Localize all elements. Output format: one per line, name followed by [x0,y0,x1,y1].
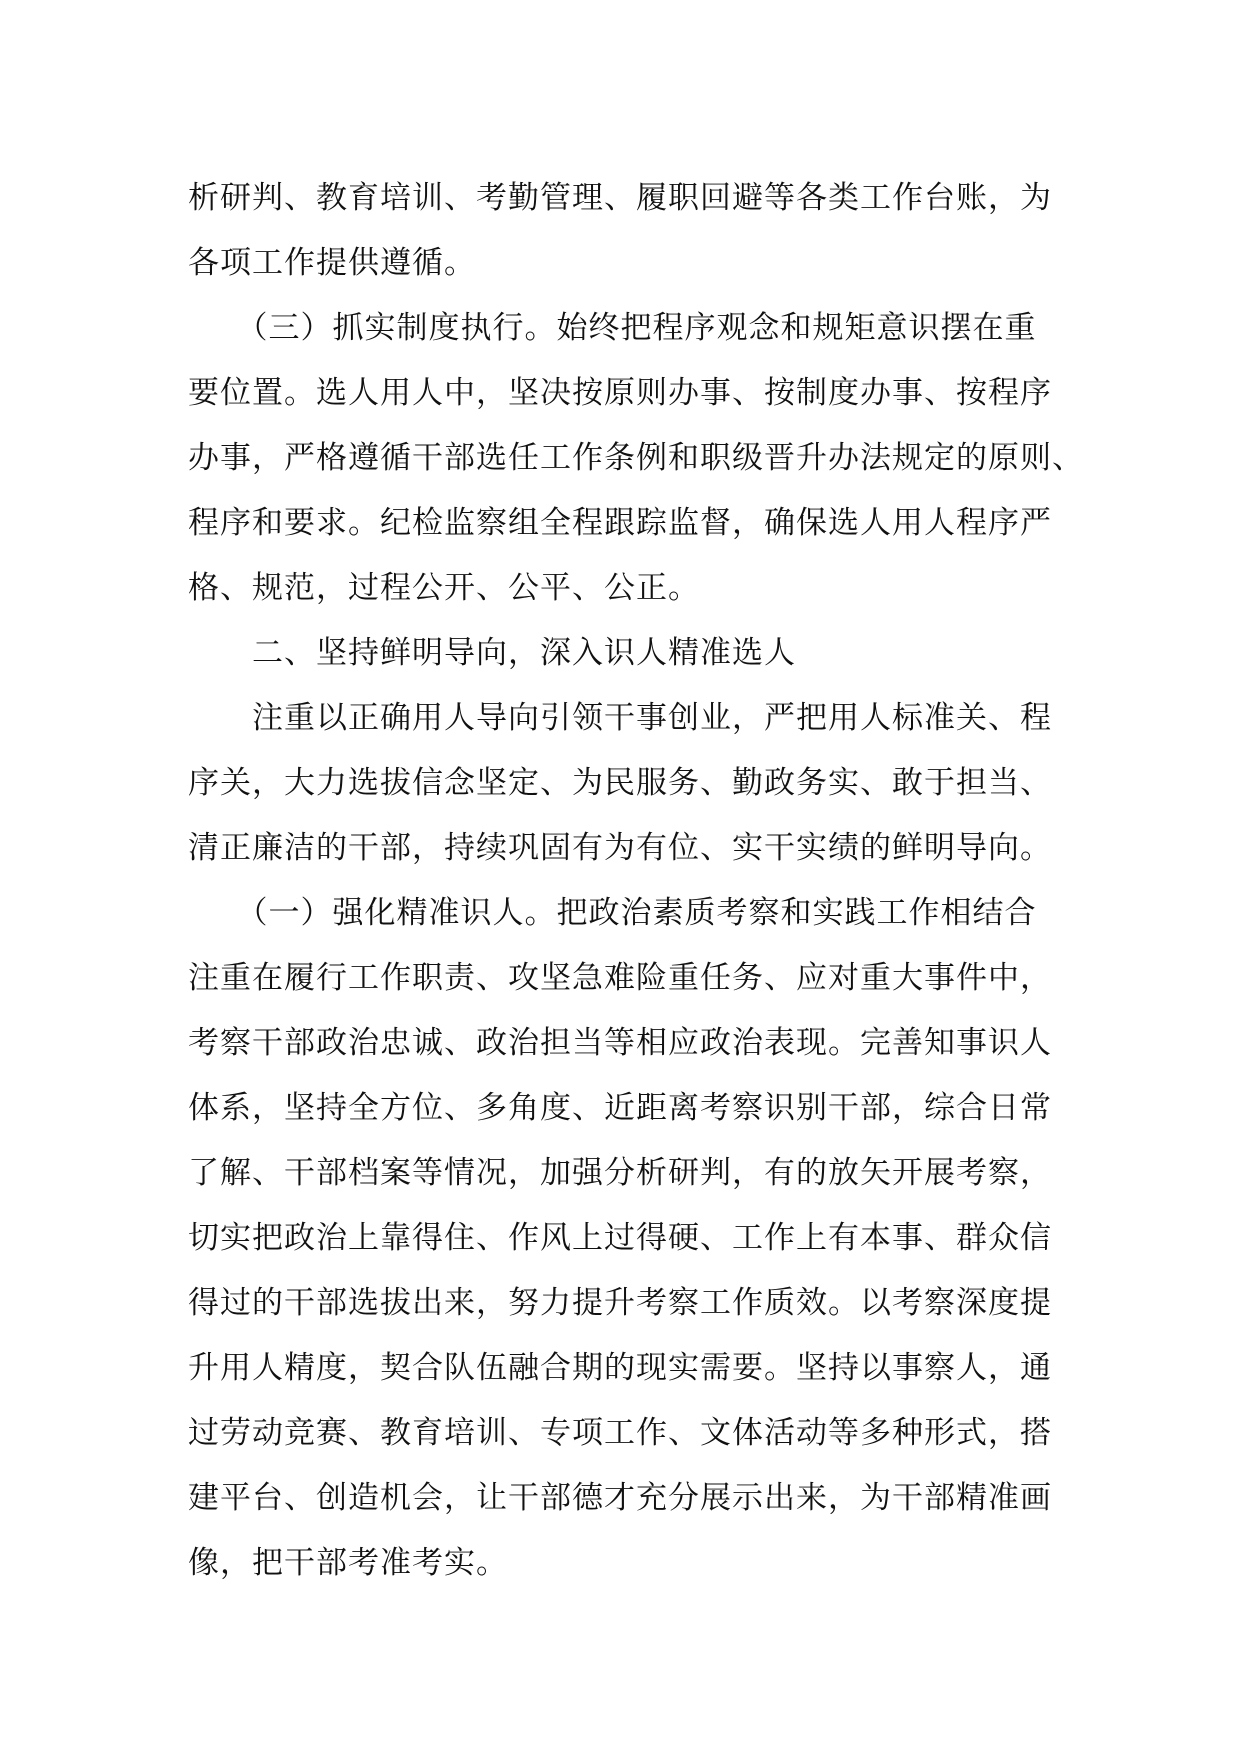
text-line: 格、规范，过程公开、公平、公正。 [188,570,700,606]
section-heading-line: （三）抓实制度执行。始终把程序观念和规矩意识摆在重 [188,310,1037,346]
section-heading-line: （一）强化精准识人。把政治素质考察和实践工作相结合 [188,895,1037,931]
text-line: 序关，大力选拔信念坚定、为民服务、勤政务实、敢于担当、 [188,765,1052,801]
text-line: 得过的干部选拔出来，努力提升考察工作质效。以考察深度提 [188,1285,1052,1321]
text-line: 升用人精度，契合队伍融合期的现实需要。坚持以事察人，通 [188,1350,1052,1386]
text-line: 建平台、创造机会，让干部德才充分展示出来，为干部精准画 [188,1480,1052,1516]
document-body [188,166,1084,1596]
text-line: 像，把干部考准考实。 [188,1545,508,1581]
text-line: 程序和要求。纪检监察组全程跟踪监督，确保选人用人程序严 [188,505,1052,541]
text-line: 考察干部政治忠诚、政治担当等相应政治表现。完善知事识人 [188,1025,1052,1061]
text-line: 体系，坚持全方位、多角度、近距离考察识别干部，综合日常 [188,1090,1052,1126]
text-line: 过劳动竞赛、教育培训、专项工作、文体活动等多种形式，搭 [188,1415,1052,1451]
text-line: 要位置。选人用人中，坚决按原则办事、按制度办事、按程序 [188,375,1052,411]
text-line: 各项工作提供遵循。 [188,245,476,281]
text-line: 清正廉洁的干部，持续巩固有为有位、实干实绩的鲜明导向。 [188,830,1052,866]
text-line: 注重在履行工作职责、攻坚急难险重任务、应对重大事件中， [188,960,1052,996]
text-line: 了解、干部档案等情况，加强分析研判，有的放矢开展考察， [188,1155,1052,1191]
section-heading: 二、坚持鲜明导向，深入识人精准选人 [188,635,796,671]
text-line: 办事，严格遵循干部选任工作条例和职级晋升办法规定的原则、 [188,440,1084,476]
text-line: 析研判、教育培训、考勤管理、履职回避等各类工作台账，为 [188,180,1052,216]
text-line: 切实把政治上靠得住、作风上过得硬、工作上有本事、群众信 [188,1220,1052,1256]
paragraph-start-line: 注重以正确用人导向引领干事创业，严把用人标准关、程 [188,700,1052,736]
